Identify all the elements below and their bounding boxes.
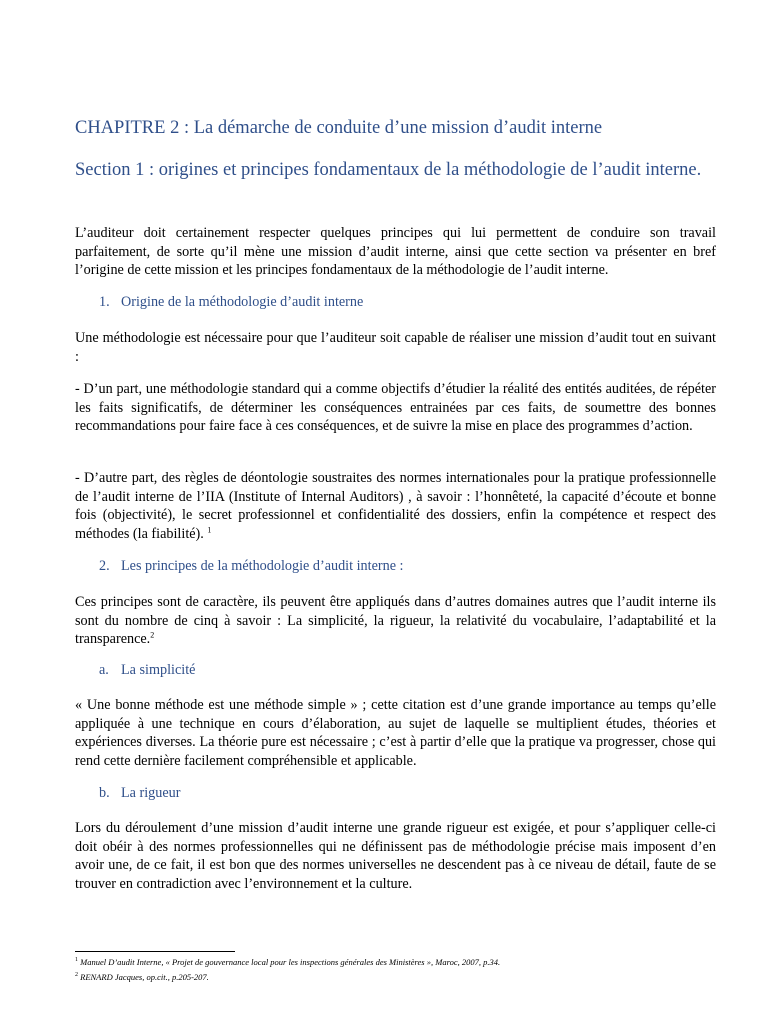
paragraph-rigueur: Lors du déroulement d’une mission d’audit interne une grande rigueur est exigée, et pour s’appliquer celle-ci doit obéir à des normes professionnelles qui ne définissent pas de méthodologie précise mais imposent d’en avoir une, de ce fait, il est bon que des normes universelles ne descendent pas à ce niveau de détail, faute de se trouver en contradiction avec l’environnement et la culture. (75, 820, 716, 892)
heading-principes (99, 558, 403, 575)
paragraph-text: Ces principes sont de caractère, ils peuvent être appliqués dans d’autres domaines autres que l’audit interne ils sont du nombre de cinq à savoir : La simplicité, la rigueur, la relativité du vocabulaire, l’adaptabilité et la transparence. (75, 594, 716, 647)
heading-number: a. (99, 662, 109, 678)
footnote-1 (75, 957, 500, 967)
heading-number: 2. (99, 558, 110, 574)
paragraph-dun-part: - D’un part, une méthodologie standard qui a comme objectifs d’étudier la réalité des entités auditées, de répéter les faits significatifs, de déterminer les conséquences entrainées par ces faits, de soumettre des bonnes recommandations pour faire face à ces conséquences, et de suivre la mise en place des programmes d’action. (75, 381, 716, 434)
footnote-reference: 1 (207, 524, 212, 534)
footnote-2 (75, 972, 209, 982)
heading-text: Les principes de la méthodologie d’audit interne : (121, 558, 404, 574)
footnote-text: RENARD Jacques, op.cit., p.205-207. (80, 972, 209, 982)
heading-text: La simplicité (121, 662, 196, 678)
paragraph-simplicite: « Une bonne méthode est une méthode simple » ; cette citation est d’une grande importance au temps qu’elle appliquée à une technique en cours d’élaboration, au sujet de laquelle se multiplient études, théories et expériences diverses. La théorie pure est nécessaire ; c’est à partir d’elle que la pratique va progresser, chose qui rend cette dernière facilement compréhensible et applicable. (75, 697, 716, 769)
intro-paragraph: L’auditeur doit certainement respecter quelques principes qui lui permettent de conduire son travail parfaitement, de sorte qu’il mène une mission d’audit interne, ainsi que cette section va présenter en bref l’origine de cette mission et les principes fondamentaux de la méthodologie de l’audit interne. (75, 225, 716, 278)
document-page (75, 0, 716, 1024)
heading-rigueur (99, 785, 180, 802)
section-title: Section 1 : origines et principes fondamentaux de la méthodologie de l’audit interne. (75, 160, 702, 180)
footnote-number: 1 (75, 957, 78, 964)
paragraph-principes (75, 593, 716, 649)
footnote-separator (75, 951, 235, 952)
chapter-title: CHAPITRE 2 : La démarche de conduite d’une mission d’audit interne (75, 118, 603, 138)
paragraph-methodologie: Une méthodologie est nécessaire pour que l’auditeur soit capable de réaliser une mission d’audit tout en suivant : (75, 330, 716, 365)
footnote-number: 2 (75, 972, 78, 979)
heading-number: b. (99, 785, 110, 801)
heading-simplicite (99, 662, 195, 679)
paragraph-text: - D’autre part, des règles de déontologie soustraites des normes internationales pour la pratique professionnelle de l’audit interne de l’IIA (Institute of Internal Auditors) , à savoir : l’honnêteté, la capacité d’écoute et bonne fois (objectivité), le secret professionnel et confidentialité des dossiers, enfin la compétence et respect des méthodes (la fiabilité). (75, 470, 716, 542)
footnote-text: Manuel D’audit Interne, « Projet de gouvernance local pour les inspections générales des Ministères », Maroc, 2007, p.34. (80, 957, 501, 967)
heading-text: La rigueur (121, 785, 181, 801)
footnote-reference: 2 (150, 630, 155, 640)
heading-number: 1. (99, 294, 110, 310)
paragraph-dautre-part (75, 469, 716, 543)
heading-origine (99, 294, 363, 311)
heading-text: Origine de la méthodologie d’audit interne (121, 294, 364, 310)
